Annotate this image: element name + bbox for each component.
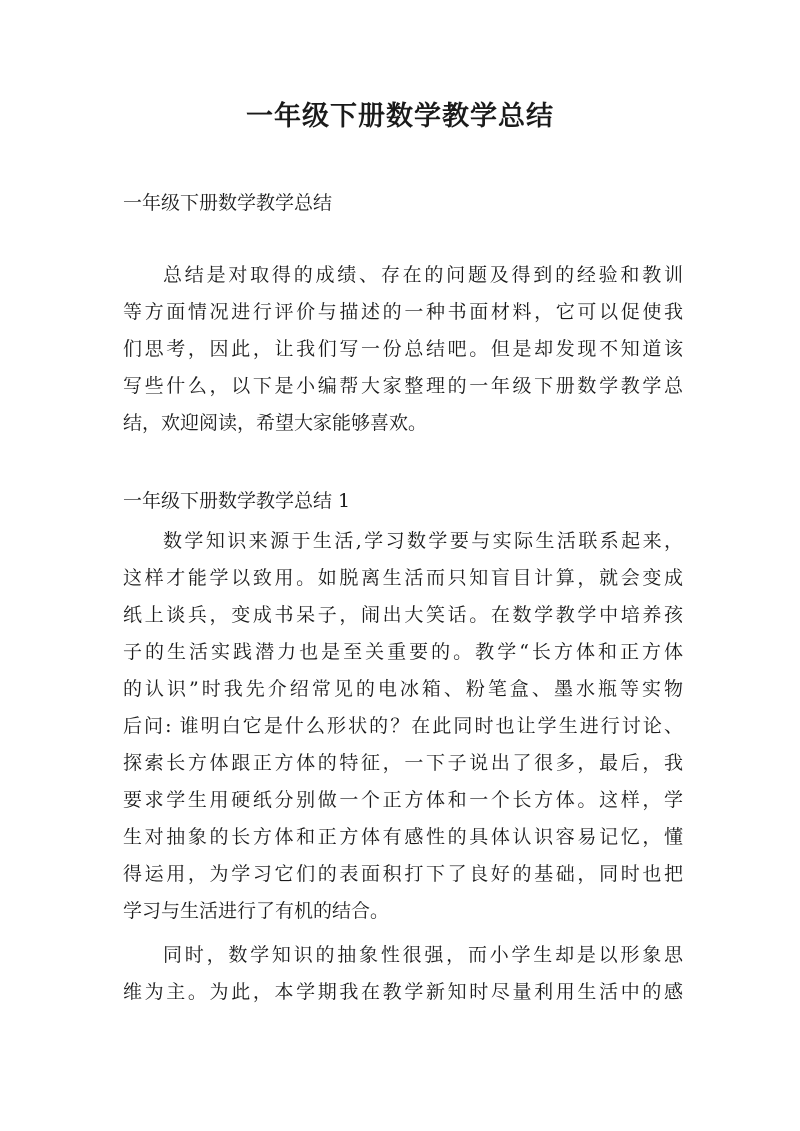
paragraph-line: 子的生活实践潜力也是至关重要的。教学“长方体和正方体: [123, 641, 683, 663]
paragraph-line: 纸上谈兵，变成书呆子，闹出大笑话。在数学教学中培养孩: [123, 604, 683, 626]
document-title: 一年级下册数学教学总结: [246, 101, 554, 132]
paragraph-line: 这样才能学以致用。如脱离生活而只知盲目计算，就会变成: [123, 567, 683, 589]
section-heading: 一年级下册数学教学总结 1: [123, 490, 351, 512]
intro-line: 总结是对取得的成绩、存在的问题及得到的经验和教训: [163, 264, 683, 286]
paragraph-line: 同时，数学知识的抽象性很强，而小学生却是以形象思: [163, 944, 683, 966]
paragraph-line: 数学知识来源于生活,学习数学要与实际生活联系起来，: [163, 530, 683, 552]
paragraph-line: 后问: 谁明白它是什么形状的？在此同时也让学生进行讨论、: [123, 715, 683, 737]
paragraph-line: 得运用，为学习它们的表面积打下了良好的基础，同时也把: [123, 863, 683, 885]
paragraph-line: 生对抽象的长方体和正方体有感性的具体认识容易记忆，懂: [123, 826, 683, 848]
intro-line: 结，欢迎阅读，希望大家能够喜欢。: [123, 412, 428, 434]
intro-line: 写些什么，以下是小编帮大家整理的一年级下册数学教学总: [123, 375, 683, 397]
paragraph-line: 要求学生用硬纸分别做一个正方体和一个长方体。这样，学: [123, 789, 683, 811]
intro-line: 等方面情况进行评价与描述的一种书面材料，它可以促使我: [123, 301, 683, 323]
intro-line: 们思考，因此，让我们写一份总结吧。但是却发现不知道该: [123, 338, 683, 360]
paragraph-line: 的认识”时我先介绍常见的电冰箱、粉笔盒、墨水瓶等实物: [123, 678, 683, 700]
document-subtitle: 一年级下册数学教学总结: [123, 192, 333, 214]
paragraph-line: 维为主。为此，本学期我在教学新知时尽量利用生活中的感: [123, 981, 683, 1003]
paragraph-line: 学习与生活进行了有机的结合。: [123, 900, 390, 922]
paragraph-line: 探索长方体跟正方体的特征，一下子说出了很多，最后，我: [123, 752, 683, 774]
